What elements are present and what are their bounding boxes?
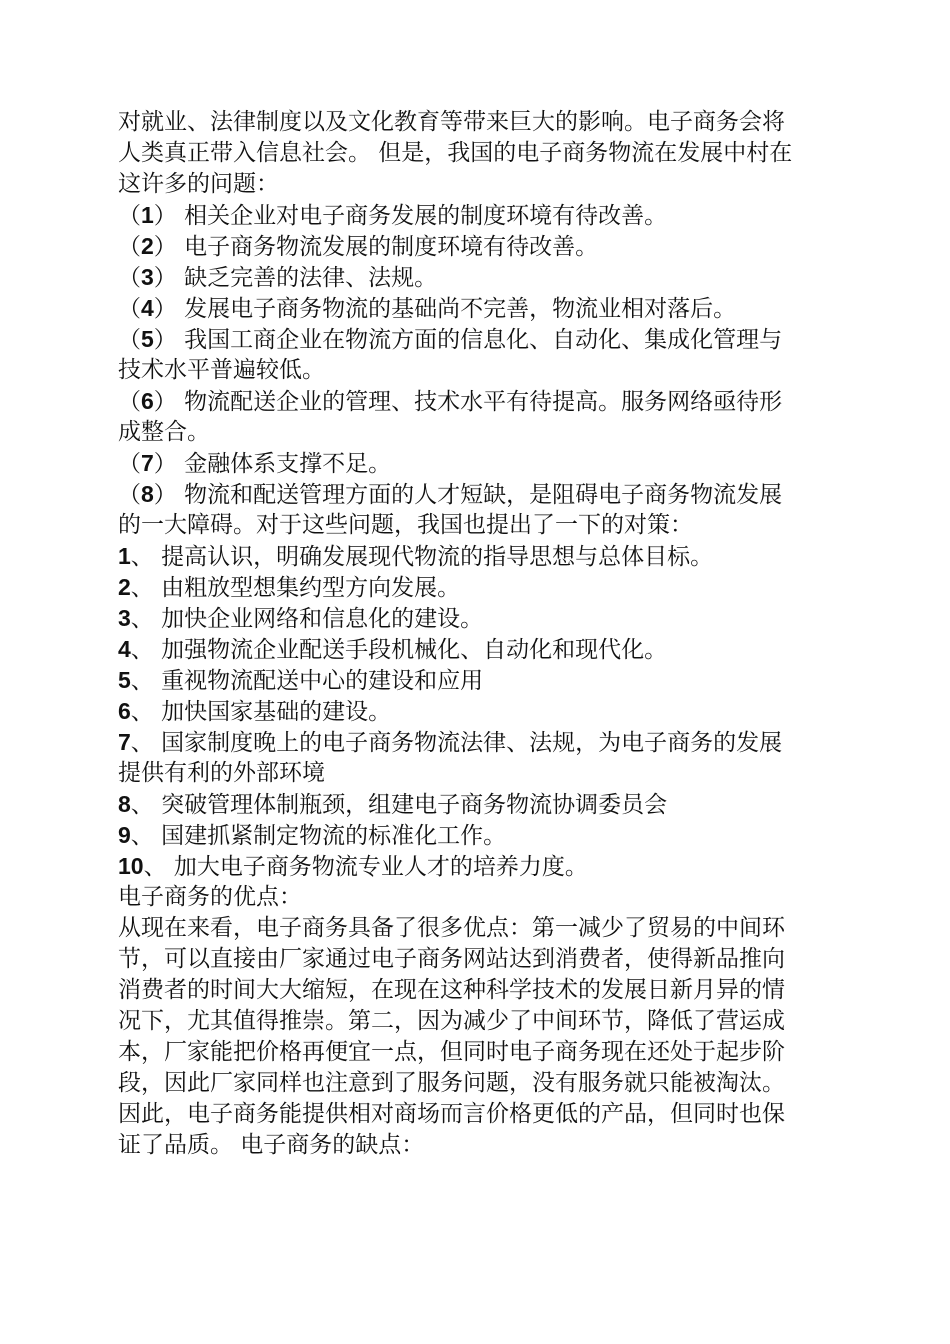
text-line [118, 262, 838, 293]
line-prefix: （ [118, 327, 141, 353]
item-number: 3 [118, 605, 131, 631]
item-text: ） 金融体系支撑不足。 [153, 451, 392, 477]
text-line: 节，可以直接由厂家通过电子商务网站达到消费者，使得新品推向 [118, 946, 785, 972]
text-line [118, 789, 838, 820]
item-text: 、 突破管理体制瓶颈，组建电子商务物流协调委员会 [130, 792, 668, 818]
item-number: 8 [141, 481, 154, 507]
text-line: 从现在来看，电子商务具备了很多优点：第一减少了贸易的中间环 [118, 915, 785, 941]
text-line: 提供有利的外部环境 [118, 760, 325, 786]
text-line [118, 820, 838, 851]
text-line: 因此，电子商务能提供相对商场而言价格更低的产品，但同时也保 [118, 1101, 785, 1127]
line-prefix: （ [118, 234, 141, 260]
text-line [118, 634, 838, 665]
text-line [118, 572, 838, 603]
text-line: 对就业、法律制度以及文化教育等带来巨大的影响。电子商务会将 [118, 109, 785, 135]
item-text: ） 我国工商企业在物流方面的信息化、自动化、集成化管理与 [153, 327, 783, 353]
text-line: 人类真正带入信息社会。 但是，我国的电子商务物流在发展中村在 [118, 140, 793, 166]
text-line: 证了品质。 电子商务的缺点： [118, 1132, 425, 1158]
item-number: 8 [118, 791, 131, 817]
text-line: 这许多的问题： [118, 171, 279, 197]
text-line [118, 386, 838, 417]
item-number: 7 [141, 450, 154, 476]
item-text: ） 发展电子商务物流的基础尚不完善，物流业相对落后。 [153, 296, 737, 322]
text-line [118, 541, 838, 572]
item-text: 、 加快企业网络和信息化的建设。 [130, 606, 484, 632]
item-number: 1 [141, 202, 154, 228]
item-number: 10 [118, 853, 144, 879]
item-text: ） 缺乏完善的法律、法规。 [153, 265, 438, 291]
line-prefix: （ [118, 389, 141, 415]
item-number: 9 [118, 822, 131, 848]
item-text: 、 加快国家基础的建设。 [130, 699, 392, 725]
text-line [118, 293, 838, 324]
line-prefix: （ [118, 296, 141, 322]
item-text: ） 相关企业对电子商务发展的制度环境有待改善。 [153, 203, 668, 229]
text-line [118, 727, 838, 758]
item-number: 6 [141, 388, 154, 414]
line-prefix: （ [118, 482, 141, 508]
text-line [118, 324, 838, 355]
item-text: 、 加大电子商务物流专业人才的培养力度。 [143, 854, 588, 880]
text-line: 电子商务的优点： [118, 884, 302, 910]
item-number: 1 [118, 543, 131, 569]
text-line: 段，因此厂家同样也注意到了服务问题，没有服务就只能被淘汰。 [118, 1070, 785, 1096]
item-number: 3 [141, 264, 154, 290]
text-line [118, 448, 838, 479]
text-line [118, 479, 838, 510]
text-line: 本，厂家能把价格再便宜一点，但同时电子商务现在还处于起步阶 [118, 1039, 785, 1065]
item-text: 、 加强物流企业配送手段机械化、自动化和现代化。 [130, 637, 668, 663]
item-number: 5 [118, 667, 131, 693]
text-line [118, 665, 838, 696]
item-text: 、 由粗放型想集约型方向发展。 [130, 575, 461, 601]
item-number: 2 [118, 574, 131, 600]
line-prefix: （ [118, 265, 141, 291]
text-line: 消费者的时间大大缩短，在现在这种科学技术的发展日新月异的情 [118, 977, 785, 1003]
text-line [118, 603, 838, 634]
text-line: 成整合。 [118, 419, 210, 445]
item-number: 6 [118, 698, 131, 724]
line-prefix: （ [118, 451, 141, 477]
item-text: ） 电子商务物流发展的制度环境有待改善。 [153, 234, 599, 260]
item-number: 7 [118, 729, 131, 755]
item-number: 2 [141, 233, 154, 259]
text-line [118, 851, 838, 882]
item-number: 4 [118, 636, 131, 662]
item-text: 、 国家制度晚上的电子商务物流法律、法规，为电子商务的发展 [130, 730, 783, 756]
text-line [118, 696, 838, 727]
item-text: 、 重视物流配送中心的建设和应用 [130, 668, 484, 694]
text-line [118, 200, 838, 231]
text-line: 况下，尤其值得推崇。第二，因为减少了中间环节，降低了营运成 [118, 1008, 785, 1034]
item-text: ） 物流和配送管理方面的人才短缺，是阻碍电子商务物流发展 [153, 482, 783, 508]
item-text: 、 提高认识，明确发展现代物流的指导思想与总体目标。 [130, 544, 714, 570]
text-line: 技术水平普遍较低。 [118, 357, 325, 383]
line-prefix: （ [118, 203, 141, 229]
text-line: 的一大障碍。对于这些问题，我国也提出了一下的对策： [118, 512, 693, 538]
item-text: 、 国建抓紧制定物流的标准化工作。 [130, 823, 507, 849]
text-line [118, 231, 838, 262]
item-number: 5 [141, 326, 154, 352]
body-text [118, 107, 838, 1161]
item-number: 4 [141, 295, 154, 321]
item-text: ） 物流配送企业的管理、技术水平有待提高。服务网络亟待形 [153, 389, 783, 415]
